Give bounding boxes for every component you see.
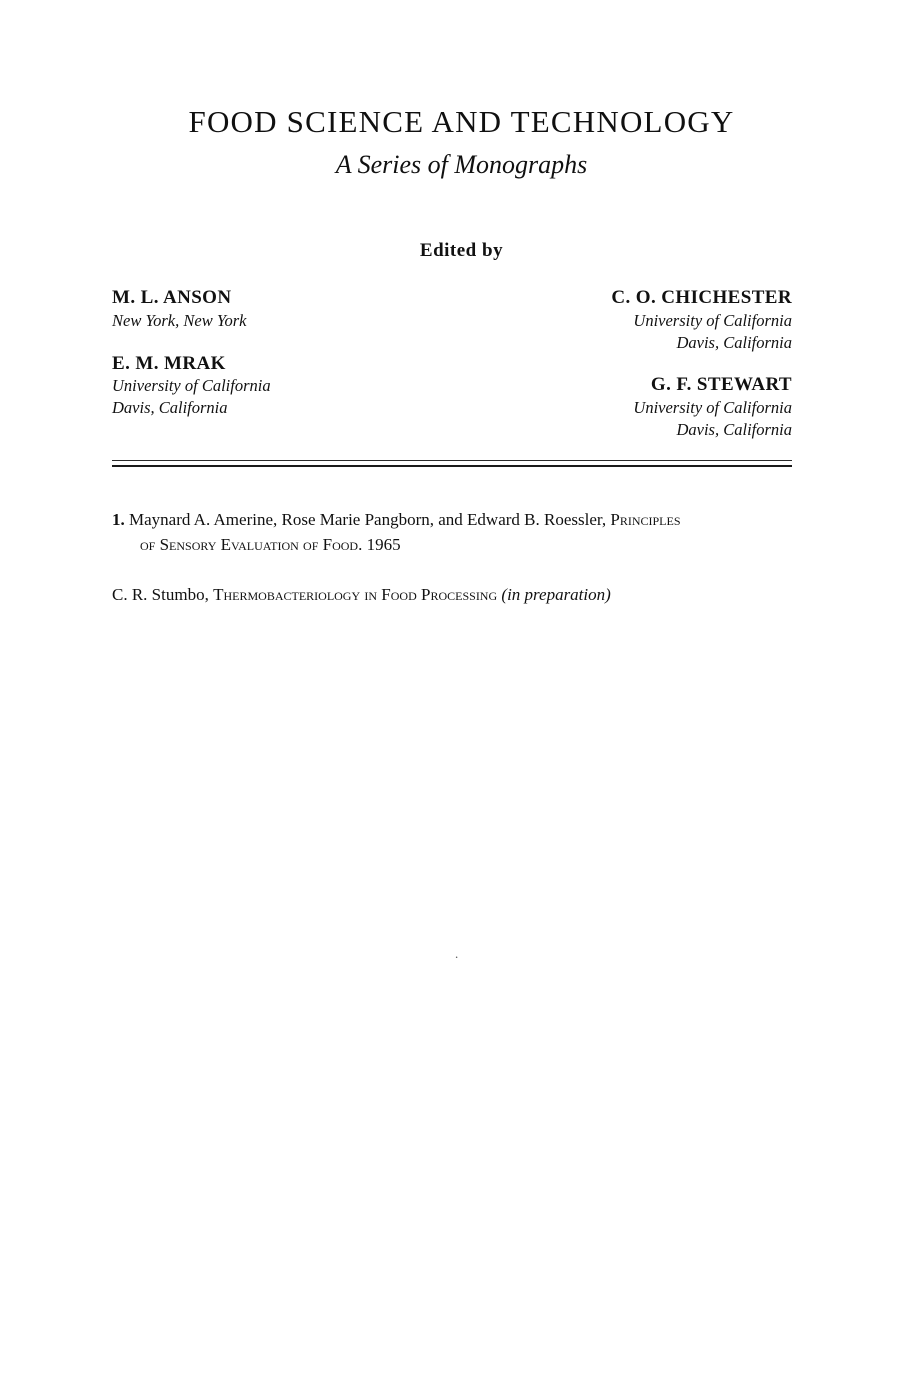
editor-affiliation-line: University of California — [112, 376, 271, 396]
page-subtitle: A Series of Monographs — [335, 150, 588, 179]
editor-entry — [462, 286, 792, 353]
volume-authors: C. R. Stumbo, — [112, 585, 209, 605]
volume-title: Thermobacteriology in Food Processing — [213, 585, 498, 605]
editor-name: G. F. STEWART — [650, 374, 792, 396]
editor-affiliation-line: New York, New York — [112, 310, 247, 330]
volume-title-continuation-line — [112, 533, 800, 558]
editor-affiliation-line: Davis, California — [112, 398, 228, 418]
editor-affiliation-line: University of California — [633, 310, 792, 330]
editor-entry — [112, 352, 432, 419]
volume-title-continuation: of Sensory Evaluation of Food. — [140, 534, 363, 554]
list-item — [112, 583, 800, 608]
editor-affiliation-line: Davis, California — [676, 419, 792, 439]
volumes-list — [112, 508, 800, 634]
page-artifact-mark: . — [455, 946, 459, 961]
editor-affiliation-line: Davis, California — [676, 332, 792, 352]
editor-entry — [462, 373, 792, 440]
editors-column-left — [112, 286, 432, 419]
editors-column-right — [462, 286, 792, 441]
volume-number: 1. — [112, 510, 125, 529]
volume-authors: Maynard A. Amerine, Rose Marie Pangborn, and Edward B. Roessler, — [129, 510, 607, 529]
divider-thin-line — [112, 460, 792, 461]
editor-name: M. L. ANSON — [112, 287, 232, 308]
editor-name: E. M. MRAK — [112, 352, 226, 374]
page-title: FOOD SCIENCE AND TECHNOLOGY — [188, 104, 735, 139]
volume-year: 1965 — [366, 534, 401, 554]
editor-entry — [112, 286, 432, 332]
edited-by-label: Edited by — [419, 240, 504, 261]
volume-note: (in preparation) — [501, 585, 611, 605]
volume-title: Principles — [610, 510, 681, 529]
editor-affiliation-line: University of California — [633, 398, 792, 418]
horizontal-divider — [112, 460, 792, 470]
divider-thick-line — [112, 465, 792, 467]
editor-name: C. O. CHICHESTER — [611, 287, 792, 308]
list-item — [112, 508, 800, 557]
